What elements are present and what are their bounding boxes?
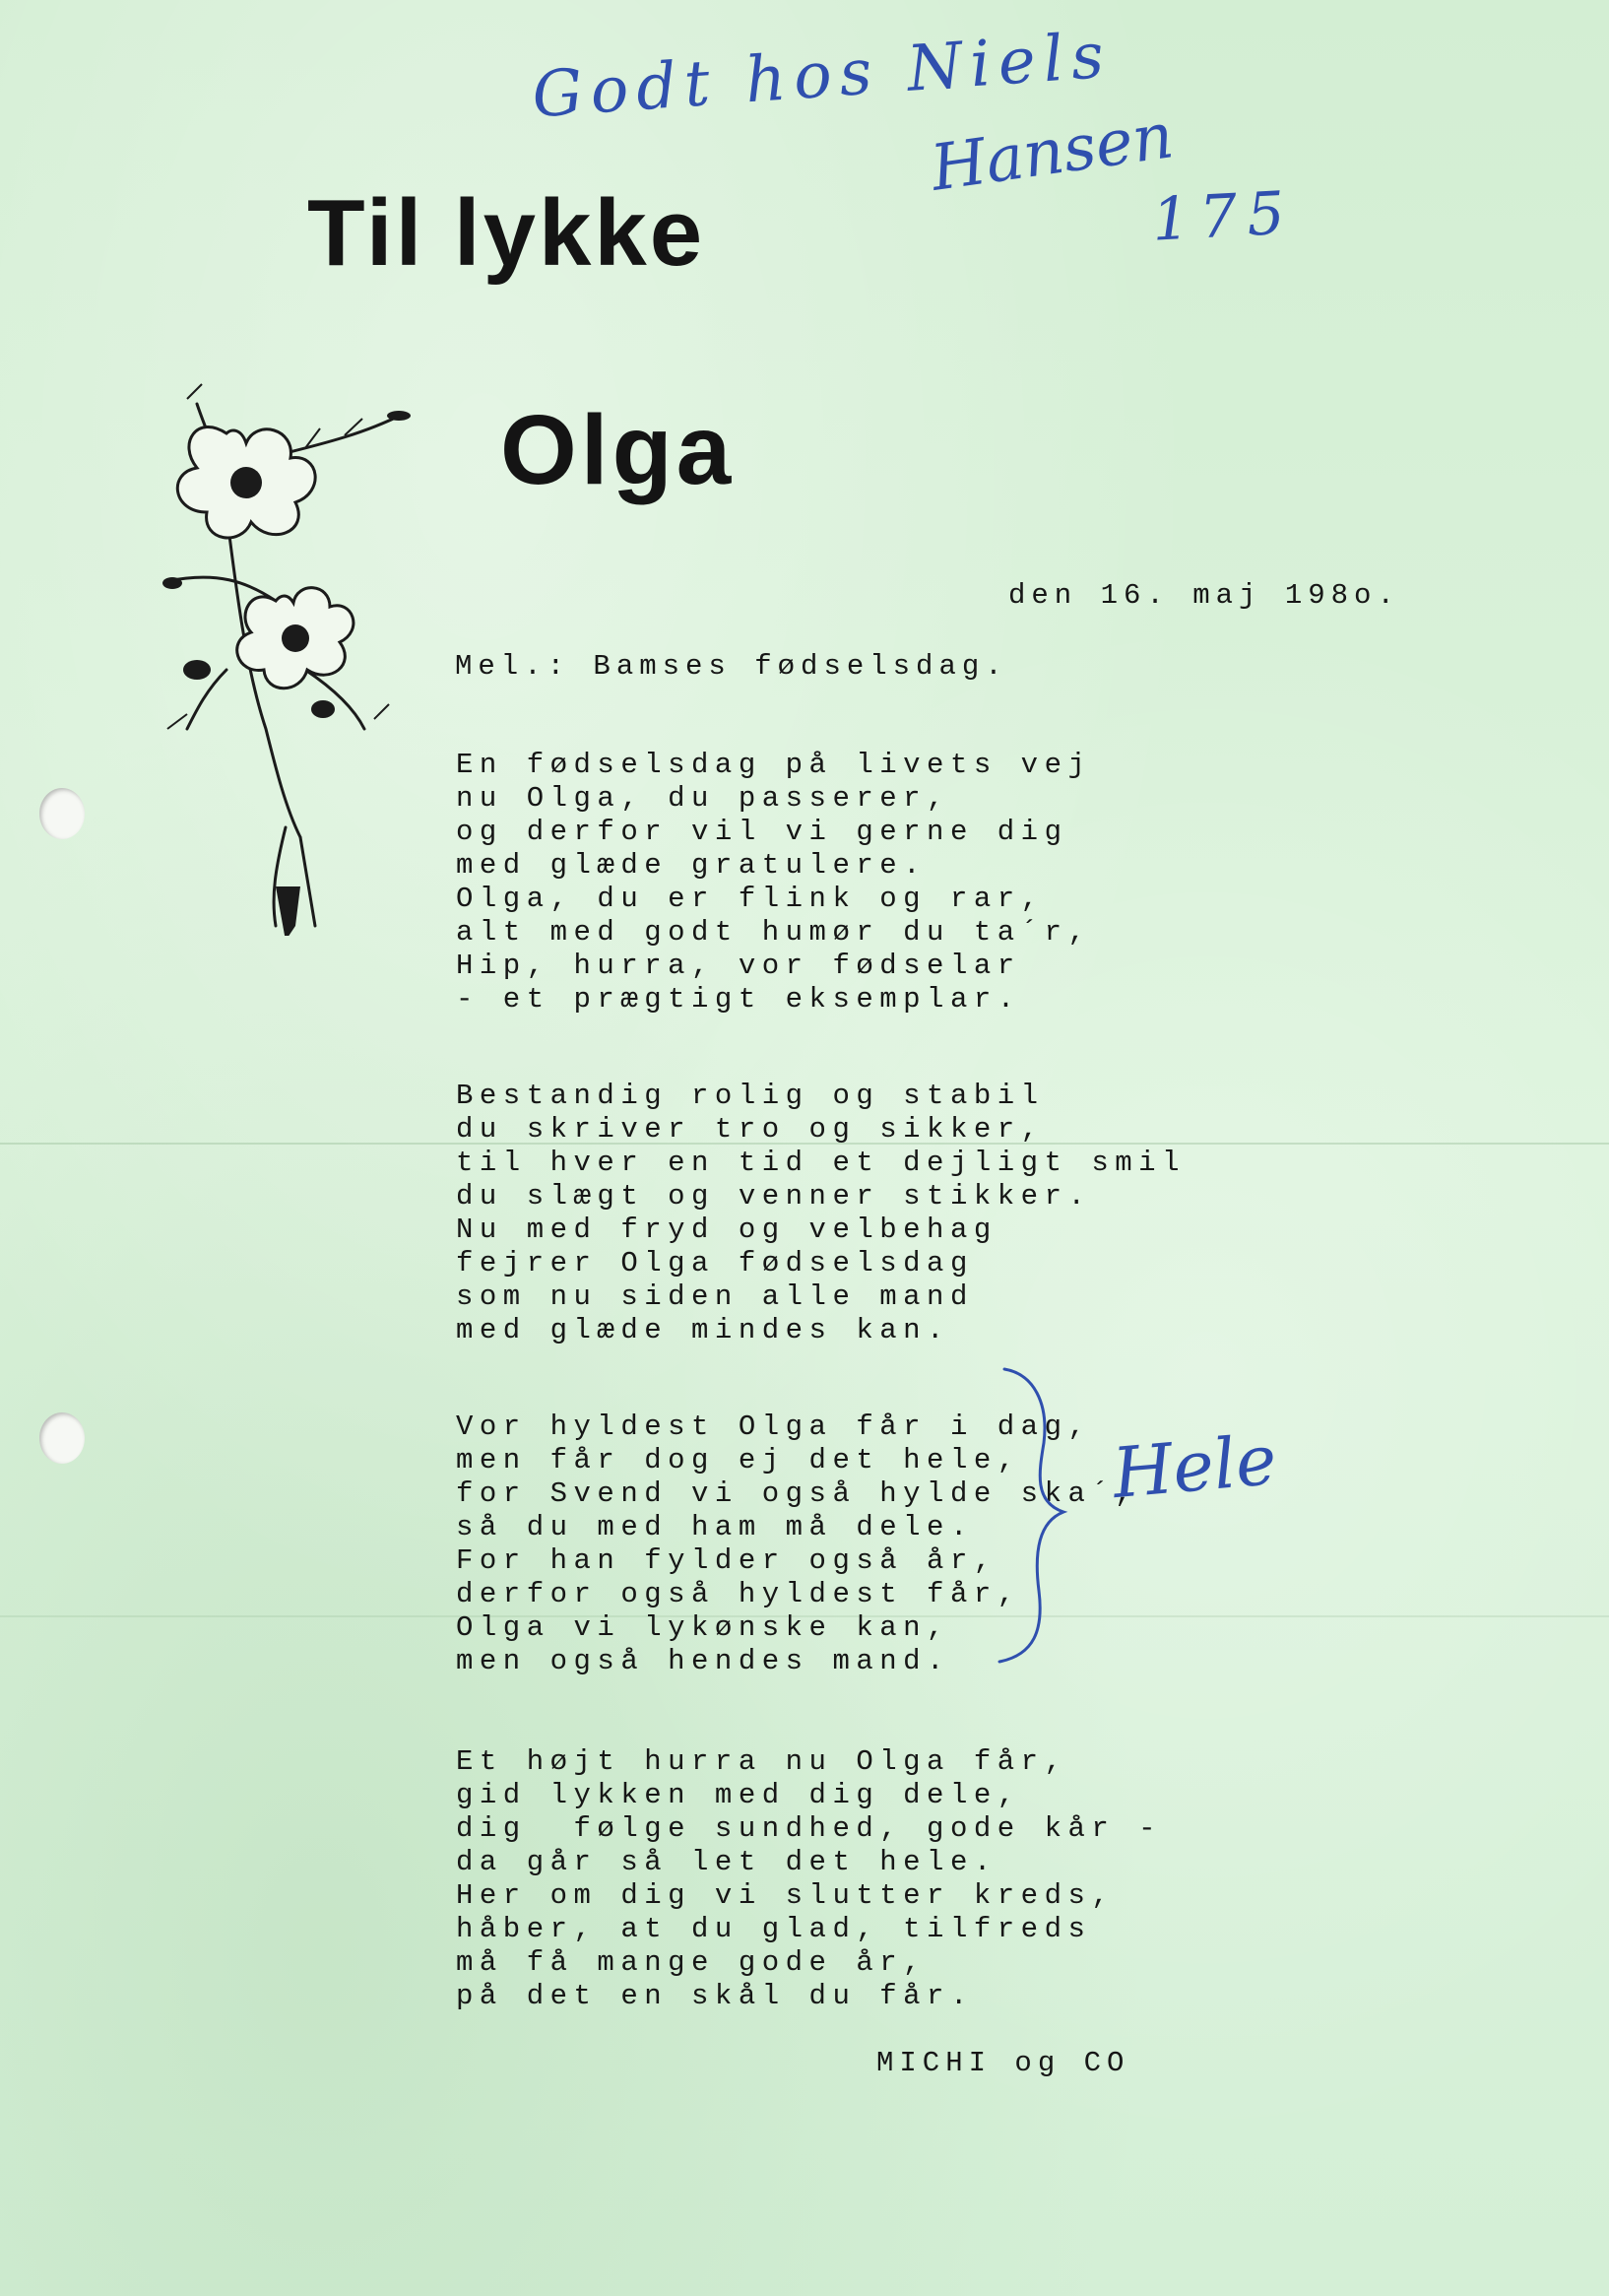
verse-line: til hver en tid et dejligt smil: [456, 1147, 1186, 1179]
verse-line: så du med ham må dele.: [456, 1511, 974, 1543]
verse-line: Olga vi lykønske kan,: [456, 1611, 950, 1644]
verse-line: du slægt og venner stikker.: [456, 1180, 1092, 1213]
flower-illustration: [128, 374, 433, 936]
verse-line: alt med godt humør du ta´r,: [456, 916, 1092, 949]
handwritten-note-line-1: Godt hos Niels: [530, 19, 1115, 133]
verse-line: og derfor vil vi gerne dig: [456, 816, 1068, 848]
verse-line: For han fylder også år,: [456, 1544, 998, 1577]
verse-line: for Svend vi også hylde ska´,: [456, 1477, 1139, 1510]
verse-line: En fødselsdag på livets vej: [456, 749, 1092, 781]
title-line-2: Olga: [500, 395, 736, 505]
verse-line: med glæde mindes kan.: [456, 1314, 950, 1346]
date: den 16. maj 198o.: [1008, 579, 1400, 612]
verse-2: [456, 1080, 1186, 1347]
verse-line: Hip, hurra, vor fødselar: [456, 950, 1021, 982]
verse-line: dig følge sundhed, gode kår -: [456, 1812, 1163, 1845]
verse-line: Et højt hurra nu Olga får,: [456, 1745, 1068, 1778]
verse-line: men får dog ej det hele,: [456, 1444, 1021, 1476]
verse-line: gid lykken med dig dele,: [456, 1779, 1021, 1811]
verse-4: [456, 1745, 1162, 2013]
verse-1: [456, 749, 1091, 1017]
verse-line: Vor hyldest Olga får i dag,: [456, 1410, 1092, 1443]
signature: MICHI og CO: [876, 2047, 1130, 2079]
verse-line: - et prægtigt eksemplar.: [456, 983, 1021, 1016]
verse-line: Nu med fryd og velbehag: [456, 1214, 998, 1246]
verse-line: håber, at du glad, tilfreds: [456, 1913, 1092, 1945]
punch-hole: [39, 788, 85, 839]
verse-line: med glæde gratulere.: [456, 849, 928, 882]
verse-line: fejrer Olga fødselsdag: [456, 1247, 974, 1279]
handwritten-margin-note: Hele: [1109, 1418, 1280, 1515]
verse-line: Bestandig rolig og stabil: [456, 1080, 1045, 1112]
melody-note: Mel.: Bamses fødselsdag.: [455, 650, 1008, 683]
verse-line: da går så let det hele.: [456, 1846, 998, 1878]
verse-line: men også hendes mand.: [456, 1645, 950, 1677]
handwritten-note-line-2: Hansen: [927, 99, 1179, 206]
verse-line: som nu siden alle mand: [456, 1280, 974, 1313]
verse-line: Olga, du er flink og rar,: [456, 883, 1045, 915]
punch-hole: [39, 1412, 85, 1464]
title-line-1: Til lykke: [307, 180, 706, 286]
verse-line: på det en skål du får.: [456, 1980, 974, 2012]
verse-line: nu Olga, du passerer,: [456, 782, 950, 815]
handwritten-note-line-3: 175: [1150, 178, 1297, 255]
verse-line: derfor også hyldest får,: [456, 1578, 1021, 1610]
verse-line: Her om dig vi slutter kreds,: [456, 1879, 1116, 1912]
verse-line: må få mange gode år,: [456, 1946, 928, 1979]
handwritten-brace: [995, 1364, 1103, 1670]
verse-line: du skriver tro og sikker,: [456, 1113, 1045, 1146]
